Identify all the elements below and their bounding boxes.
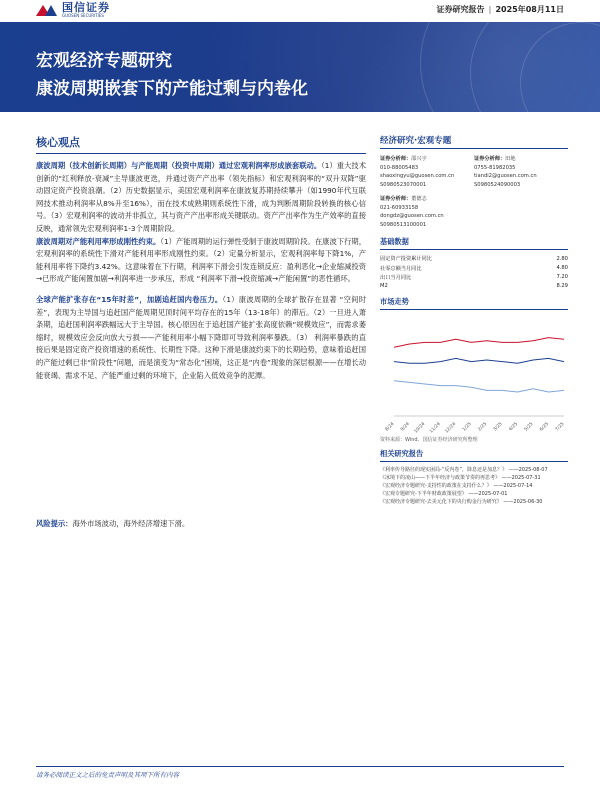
p2-lead: 康波周期对产能利用率形成刚性约束。 — [36, 236, 161, 246]
series-line-2 — [394, 358, 564, 363]
risk-label: 风险提示： — [36, 519, 73, 528]
report-type: 证券研究报告 — [436, 5, 485, 14]
basic-data-value: 2.80 — [556, 255, 568, 262]
related-reports-list — [380, 466, 568, 506]
x-tick-label: 10/24 — [413, 421, 427, 434]
x-tick-label: 8/24 — [384, 421, 396, 433]
x-tick-label: 4/25 — [508, 421, 520, 433]
x-tick-label: 5/25 — [523, 421, 535, 433]
x-tick-label: 11/24 — [429, 421, 442, 434]
analyst3 — [380, 195, 568, 229]
core-views-title: 核心观点 — [36, 134, 366, 154]
sidebar — [380, 134, 568, 506]
analyst2-cert: S0980524090003 — [474, 181, 521, 188]
p1-body: （1）重大技术创新的“红利释放-衰减”主导康波更迭，并通过资产产出率（领先指标）和宏观利润率的“双升双降”驱动固定资产投资浪潮。（2）历史数据显示，美国宏观利润率在康波复苏期持续攀升（如1990年代互联网技术推动利润率从8%升至16%），而在技术成熟期则系统性下滑，成为判断周期阶段转换的核心信号。（3）宏观利润率的波动并非孤立，其与资产产出率形成关键联动。资产产出率作为生产效率的直接反映，通常领先宏观利润率1-3个周期阶段。 — [36, 161, 366, 233]
analyst1-name: 邵兴宇 — [411, 156, 427, 162]
risk-text: 海外市场波动，海外经济增速下滑。 — [72, 519, 190, 528]
analyst2-email[interactable]: tiandi2@guosen.com.cn — [474, 173, 537, 179]
risk-warning — [36, 519, 189, 529]
related-report-item[interactable]: 《冰境下的凌山——下半年经济与政策节奏的再思考》 ——2025-07-31 — [380, 474, 541, 481]
x-tick-label: 1/25 — [462, 421, 473, 433]
banner-decoration — [380, 22, 600, 112]
chart-svg — [380, 314, 568, 434]
footer-divider — [36, 766, 564, 767]
related-report-item[interactable]: 《宏观经济专题研究-去美元化下的央行购金行为研究》 ——2025-06-30 — [380, 498, 543, 505]
analyst1-phone: 010-88005483 — [380, 164, 419, 171]
basic-data-title: 基础数据 — [380, 237, 568, 250]
x-tick-label: 3/25 — [492, 421, 504, 433]
analyst2-phone: 0755-81982035 — [474, 164, 516, 171]
analyst2-name: 田地 — [505, 156, 516, 162]
analyst3-name: 董德志 — [411, 196, 427, 202]
analyst3-phone: 021-60933158 — [380, 204, 419, 211]
basic-data-value: 7.20 — [556, 274, 568, 281]
logo-cn: 国信证券 — [62, 1, 110, 14]
related-report-item[interactable]: 《宏观经济专题研究-支持性的政策在支持什么？》 ——2025-07-14 — [380, 482, 533, 489]
series-line-1 — [394, 337, 564, 347]
chart-source: 资料来源：Wind、国信证券经济研究所整理 — [380, 436, 478, 443]
analyst1-label: 证券分析师： — [380, 156, 412, 162]
p3-lead: 全球产能扩张存在“15年时差”，加剧追赶国内卷压力。 — [36, 294, 223, 304]
x-tick-label: 9/24 — [400, 421, 411, 433]
basic-data-label: M2 — [380, 283, 388, 290]
report-title: 康波周期嵌套下的产能过剩与内卷化 — [36, 79, 308, 99]
basic-data-row — [380, 263, 568, 272]
basic-data-label: 社零总额当月同比 — [380, 265, 422, 272]
sidebar-title: 经济研究·宏观专题 — [380, 134, 568, 149]
series-line-3 — [394, 380, 564, 391]
logo-mark-icon — [36, 3, 58, 17]
basic-data-label: 固定资产投资累计同比 — [380, 256, 432, 263]
related-report-item[interactable]: 《利率传导路径的现实困局-“反内卷”，降息还是加息？》 ——2025-08-07 — [380, 466, 548, 473]
report-date: 2025年08月11日 — [495, 5, 564, 14]
basic-data-row — [380, 273, 568, 282]
basic-data-value: 4.80 — [556, 265, 568, 272]
core-paragraph-1 — [36, 160, 366, 236]
basic-data-table — [380, 254, 568, 291]
analyst1-cert: S0980523070001 — [380, 181, 427, 188]
basic-data-row — [380, 254, 568, 263]
title-banner — [0, 22, 600, 112]
related-report-item[interactable]: 《宏观专题研究-下半年财政政策展望》 ——2025-07-01 — [380, 490, 508, 497]
basic-data-value: 8.29 — [556, 283, 568, 290]
core-paragraph-2 — [36, 236, 366, 286]
related-reports-title: 相关研究报告 — [380, 449, 568, 462]
top-bar — [0, 0, 600, 22]
basic-data-row — [380, 282, 568, 290]
logo-en: GUOSEN SECURITIES — [62, 13, 104, 18]
analyst3-cert: S0980513100001 — [380, 221, 427, 228]
guosen-logo — [36, 0, 110, 20]
analyst3-label: 证券分析师： — [380, 196, 412, 202]
x-tick-label: 7/25 — [554, 421, 566, 433]
analyst1-email[interactable]: shaoxingyu@guosen.com.cn — [380, 173, 455, 179]
core-views — [36, 134, 366, 382]
analysts — [380, 155, 568, 189]
x-tick-label: 6/25 — [539, 421, 550, 433]
header-meta: 证券研究报告 | 2025年08月11日 — [436, 5, 564, 14]
x-tick-label: 12/24 — [444, 421, 458, 434]
core-paragraph-3 — [36, 294, 366, 382]
p1-lead: 康波周期（技术创新长周期）与产能周期（投资中周期）通过宏观利润率形成嵌套联动。 — [36, 161, 322, 170]
market-trend-title: 市场走势 — [380, 297, 568, 310]
report-series-title: 宏观经济专题研究 — [36, 51, 172, 71]
basic-data-label: 出口当月同比 — [380, 274, 412, 281]
x-tick-label: 2/25 — [477, 421, 489, 433]
analyst2-label: 证券分析师： — [474, 156, 506, 162]
p2-body: （1）产能周期的运行弹性受制于康波周期阶段。在康波下行期，宏观利润率的系统性下滑对产能利用率形成刚性约束。（2）定量分析显示，宏观利润率每下降1%，产能利用率将下降约3.42%。这意味着在下行期，利润率下滑会引发连锁反应：盈利恶化→企业缩减投资→已形成产能闲置加剧→利润率进一步承压，形成 “利润率下滑→投资缩减→产能闲置”的恶性循环。 — [36, 236, 366, 284]
footer-disclaimer: 请务必阅读正文之后的免责声明及其项下所有内容 — [36, 771, 179, 779]
analyst3-email[interactable]: dongdz@guosen.com.cn — [380, 213, 444, 219]
p3-body: （1）康波周期的全球扩散存在显著 “空间时差”，表现为主导国与追赶国产能周期见顶时间平均存在的15年（13-18年）的滞后。（2）一旦进入萧条期，追赶国利润率跌幅远大于主导国。核心原因在于追赶国产能扩张高度依赖“规模效应”，而需求萎缩时，规模效应会反向放大亏损——产能利用率小幅下降即可导致利润率暴跌。（3） 利润率暴跌的直接后果是固定资产投资增速的系统性、长期性下降。这种下滑是康波约束下的长期趋势，意味着追赶国的产能过剩已非“阶段性”问题，而是演变为“常态化”困境，这正是“内卷”现象的深层根源——在增长动能衰竭、需求不足、产能严重过剩的环境下，企业陷入低效竞争的泥潭。 — [36, 294, 367, 380]
market-trend-chart — [380, 314, 568, 434]
